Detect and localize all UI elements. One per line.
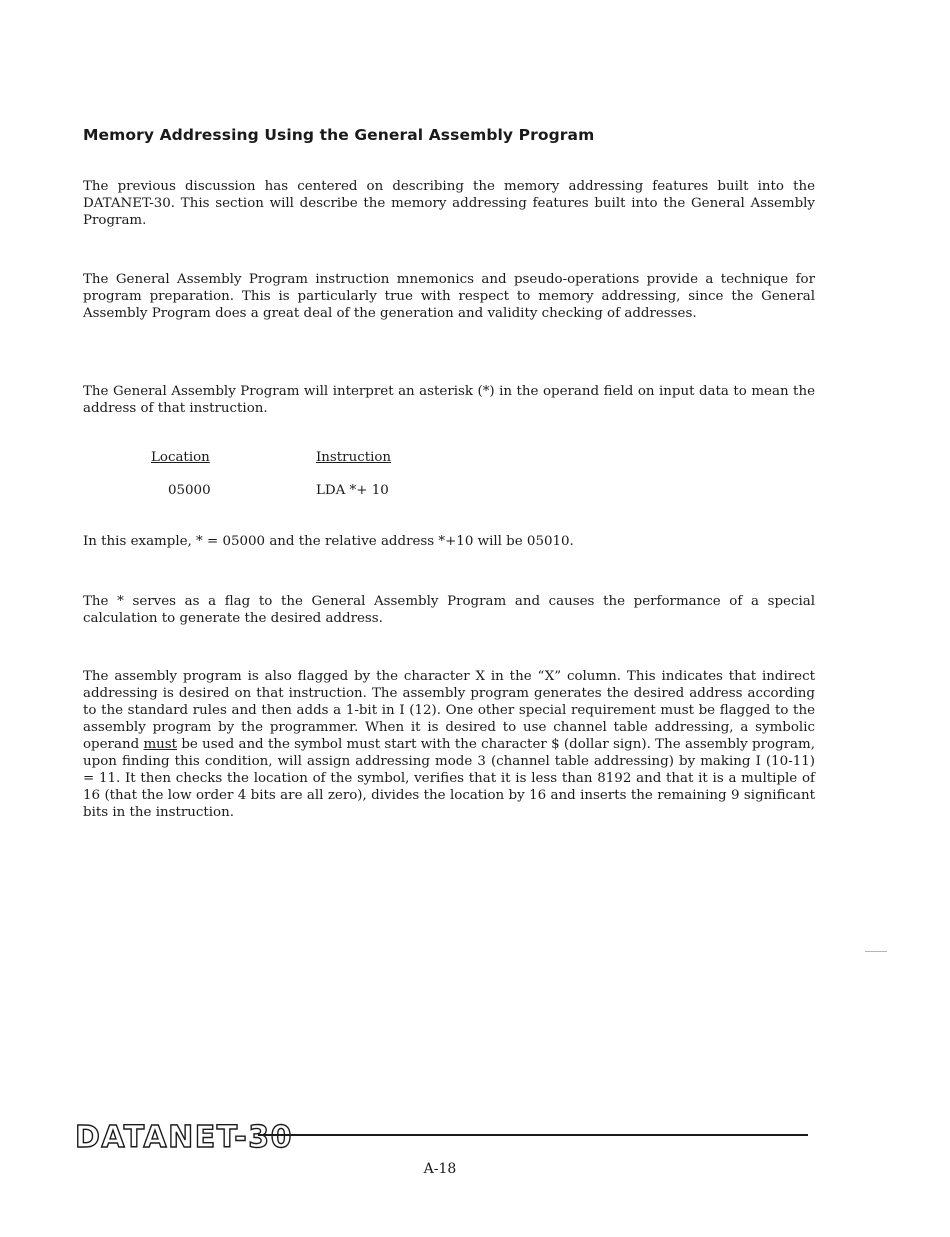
paragraph-example: In this example, * = 05000 and the relative address *+10 will be 05010. — [83, 534, 574, 549]
table-cell-instruction: LDA *+ 10 — [316, 483, 389, 498]
margin-mark — [865, 951, 887, 952]
underlined-must: must — [143, 737, 178, 752]
paragraph-text-part: be used and the symbol must start with the character $ (dollar sign). The assembly program, upon finding this condition, will assign addressing mode 3 (channel table addressing) by making I (10-11) = 11. It then checks the location of the symbol, verifies that it is less than 8192 and that it is a multiple of 16 (that the low order 4 bits are all zero), divides the location by 16 and inserts the remaining 9 significant bits in the instruction. — [83, 737, 815, 820]
page-number: A-18 — [423, 1161, 457, 1177]
table-header-location: Location — [151, 450, 210, 465]
paragraph-indirect-addressing — [83, 668, 815, 821]
paragraph-intro: The previous discussion has centered on describing the memory addressing features built into the DATANET-30. This section will describe the memory addressing features built into the General Assembly Program. — [83, 179, 815, 228]
section-heading: Memory Addressing Using the General Assembly Program — [83, 126, 595, 144]
paragraph-asterisk: The General Assembly Program will interpret an asterisk (*) in the operand field on input data to mean the address of that instruction. — [83, 384, 815, 416]
paragraph-text-part: The assembly program is also flagged by the character X in the “X” column. This indicates that indirect addressing is desired on that instruction. The assembly program generates the desired address according to the standard rules and then adds a 1-bit in I (12). One other special requirement must be flagged to the assembly program by the programmer. When it is desired to use channel table addressing, a symbolic operand — [83, 669, 815, 752]
datanet-30-logo — [73, 1118, 293, 1155]
table-cell-location: 05000 — [168, 483, 211, 498]
footer-rule — [258, 1134, 808, 1136]
table-header-instruction: Instruction — [316, 450, 392, 465]
logo-text: DATANET-30 — [75, 1120, 293, 1155]
paragraph-flag: The * serves as a flag to the General Assembly Program and causes the performance of a special calculation to generate the desired address. — [83, 594, 815, 626]
paragraph-mnemonics: The General Assembly Program instruction mnemonics and pseudo-operations provide a technique for program preparation. This is particularly true with respect to memory addressing, since the General Assembly Program does a great deal of the generation and validity checking of addresses. — [83, 272, 815, 321]
